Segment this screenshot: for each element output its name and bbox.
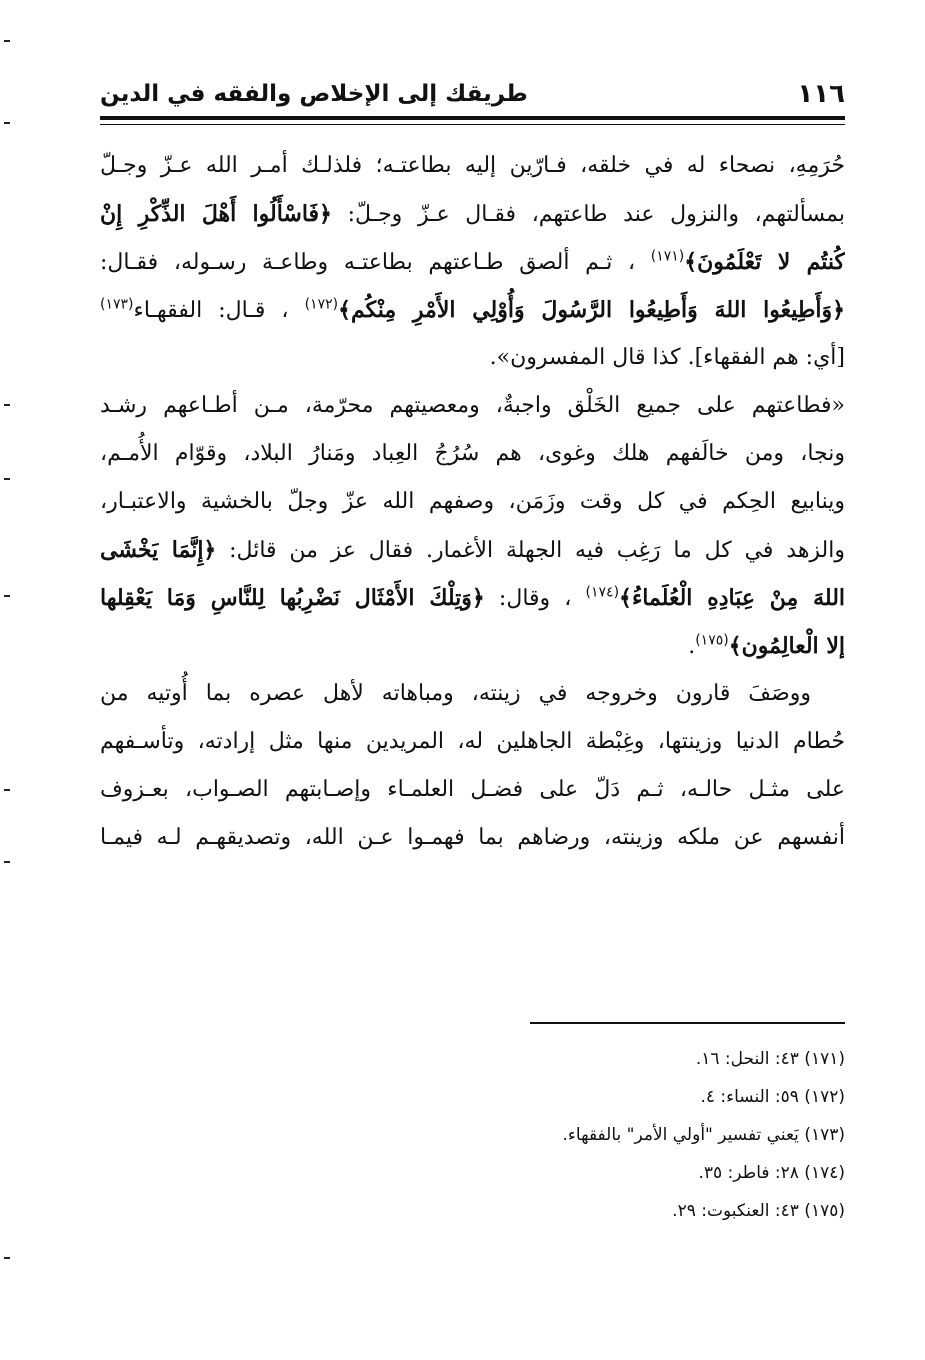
text-line — [100, 670, 845, 718]
text-run: حُطام الدنيا وزينتها، وغِبْطة الجاهلين له، المريدين منها مثل إرادته، وتأسـفهم — [100, 729, 845, 754]
text-line — [100, 718, 845, 766]
text-line — [100, 526, 845, 574]
quran-verse: إلا الْعالِمُون﴾ — [728, 633, 845, 659]
text-line — [100, 622, 845, 670]
margin-mark — [4, 122, 10, 124]
running-title: طريقك إلى الإخلاص والفقه في الدين — [100, 81, 528, 107]
text-run: . — [688, 634, 696, 659]
quran-verse: ﴿إِنَّمَا يَخْشَى — [100, 537, 217, 563]
text-line — [100, 430, 845, 478]
paragraph-1 — [100, 142, 845, 334]
text-line — [100, 478, 845, 526]
quran-verse: ﴿وَتِلْكَ الأَمْثَال نَضْرِبُها لِلنَّاسِ وَمَا يَعْقِلها — [100, 585, 485, 611]
text-run: وينابيع الحِكم في كل وقت وزَمَن، وصفهم الله عزّ وجلّ بالخشية والاعتبـار، — [100, 489, 845, 514]
quran-verse: كُنتُم لا تَعْلَمُونَ﴾ — [684, 249, 845, 275]
footnote-174: (١٧٤) ٢٨: فاطر: ٣٥. — [698, 1163, 845, 1183]
text-run: حُرَمِهِ، نصحاء له في خلقه، فـارّين إليه بطاعتـه؛ فلذلـك أمـر الله عـزّ وجـلّ — [100, 153, 845, 178]
footnote-175: (١٧٥) ٤٣: العنكبوت: ٢٩. — [672, 1201, 845, 1221]
quran-verse: ﴿وَأَطِيعُوا اللهَ وَأَطِيعُوا الرَّسُولَ وَأُوْلِي الأَمْرِ مِنْكُم﴾ — [338, 297, 845, 323]
page-number: ١١٦ — [797, 79, 845, 109]
footnote-separator — [530, 1022, 845, 1024]
paragraph-2 — [100, 382, 845, 622]
footnote-172: (١٧٢) ٥٩: النساء: ٤. — [700, 1087, 845, 1107]
text-line — [100, 814, 845, 862]
margin-mark — [4, 789, 10, 791]
page-header — [100, 74, 845, 110]
text-line — [100, 334, 845, 382]
text-run: ووصَفَ قارون وخروجه في زينته، ومباهاته لأهل عصره بما أُوتيه من — [100, 681, 811, 706]
footnote-ref[interactable]: (١٧٣) — [100, 296, 134, 313]
margin-mark — [4, 1257, 10, 1259]
quran-verse: اللهَ مِنْ عِبَادِهِ الْعُلَماءُ﴾ — [619, 585, 845, 611]
footnote-ref[interactable]: (١٧٤) — [585, 584, 620, 601]
footnote-171: (١٧١) ٤٣: النحل: ١٦. — [695, 1049, 845, 1069]
text-line — [100, 190, 845, 238]
footnote-ref[interactable]: (١٧١) — [650, 248, 685, 265]
text-run: أنفسهم عن ملكه وزينته، ورضاهم بما فهمـوا عـن الله، وتصديقهـم لـه فيمـا — [100, 825, 845, 850]
margin-mark — [4, 478, 10, 480]
header-rule-thin — [100, 124, 845, 125]
footnote-173: (١٧٣) يَعني تفسير "أولي الأمر" بالفقهاء. — [562, 1125, 845, 1145]
margin-mark — [4, 404, 10, 406]
text-line — [100, 766, 845, 814]
text-run: ، ثـم ألصق طـاعتهم بطاعتـه وطاعـة رسـوله، فقـال: — [100, 250, 636, 275]
text-line — [100, 142, 845, 190]
text-run: ، وقال: — [484, 586, 572, 611]
text-run: على مثـل حالـه، ثـم دَلّ على فضـل العلمـاء وإصـابتهم الصـواب، بعـزوف — [100, 777, 845, 802]
text-run: [أي: هم الفقهاء]. كذا قال المفسرون». — [489, 345, 845, 370]
footnotes — [100, 1040, 845, 1230]
main-text — [100, 142, 845, 862]
paragraph-3 — [100, 670, 845, 862]
text-run: ، قـال: الفقهـاء — [133, 298, 289, 323]
header-rule-thick — [100, 116, 845, 120]
text-run: والزهد في كل ما رَغِب فيه الجهلة الأغمار. فقال عز من قائل: — [216, 538, 845, 563]
quran-verse: ﴿فَاسْأَلُوا أَهْلَ الذِّكْرِ إِنْ — [100, 201, 332, 227]
margin-mark — [4, 595, 10, 597]
text-run: بمسألتهم، والنزول عند طاعتهم، فقـال عـزّ وجـلّ: — [331, 202, 845, 227]
paragraph-2-end — [100, 622, 845, 670]
text-line — [100, 238, 845, 286]
text-line — [100, 382, 845, 430]
text-line — [100, 286, 845, 334]
text-run: «فطاعتهم على جميع الخَلْق واجبةٌ، ومعصيتهم محرّمة، مـن أطـاعهم رشـد — [100, 393, 845, 418]
footnote-ref[interactable]: (١٧٥) — [695, 632, 729, 649]
footnote-ref[interactable]: (١٧٢) — [304, 296, 339, 313]
text-run: ونجا، ومن خالَفهم هلك وغوى، هم سُرُجُ العِباد ومَنارُ البلاد، وقوّام الأُمـم، — [100, 441, 845, 466]
margin-mark — [4, 861, 10, 863]
paragraph-1-end — [100, 334, 845, 382]
margin-mark — [4, 40, 10, 42]
text-line — [100, 574, 845, 622]
